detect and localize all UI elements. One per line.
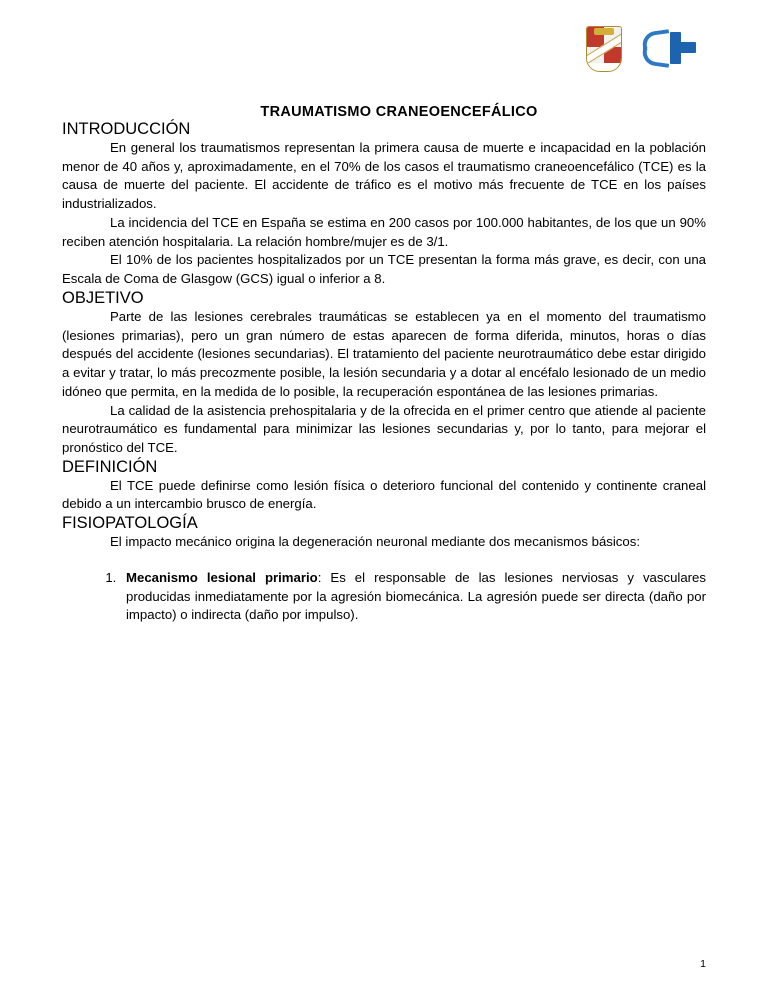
paragraph: Parte de las lesiones cerebrales traumáticas se establecen ya en el momento del traumatismo (lesiones primarias), pero un gran número de estas aparecen de forma diferida, minutos, horas o días después del accidente (lesiones secundarias). El tratamiento del paciente neurotraumático debe estar dirigido a evitar y tratar, lo más precozmente posible, la lesión secundaria y a dotar al encéfalo lesionado de un medio idóneo que permita, en la medida de lo posible, la recuperación espontánea de las lesiones primarias. xyxy=(62,308,706,399)
list-item xyxy=(120,569,706,625)
paragraph: En general los traumatismos representan la primera causa de muerte e incapacidad en la población menor de 40 años y, aproximadamente, en el 70% de los casos el traumatismo craneoencefálico (TCE) es la causa de muerte del paciente. El accidente de tráfico es el motivo más frecuente de TCE en los países industrializados. xyxy=(62,140,706,212)
paragraph: El TCE puede definirse como lesión física o deterioro funcional del contenido y continente craneal debido a un intercambio brusco de energía. xyxy=(62,477,706,512)
paragraph: La calidad de la asistencia prehospitalaria y de la ofrecida en el primer centro que atiende al paciente neurotraumático es fundamental para minimizar las lesiones secundarias y, por lo tanto, para mejorar el pronóstico del TCE. xyxy=(62,402,706,456)
paragraph: El impacto mecánico origina la degeneración neuronal mediante dos mecanismos básicos: xyxy=(110,534,640,550)
health-service-logo-icon xyxy=(640,26,696,70)
section-heading-fisiopatologia: FISIOPATOLOGÍA xyxy=(62,514,198,533)
coat-of-arms-icon xyxy=(586,26,622,72)
header-logos xyxy=(62,26,706,78)
list-item-lead: Mecanismo lesional primario xyxy=(126,569,318,585)
mechanism-list xyxy=(62,569,706,625)
list-item-text: : Es el responsable de las lesiones nerviosas y vasculares producidas inmediatamente por la agresión biomecánica. La agresión puede ser directa (daño por impacto) o indirecta (daño por impulso). xyxy=(126,569,706,623)
page-title: TRAUMATISMO CRANEOENCEFÁLICO xyxy=(260,104,538,120)
paragraph: La incidencia del TCE en España se estima en 200 casos por 100.000 habitantes, de los que un 90% reciben atención hospitalaria. La relación hombre/mujer es de 3/1. xyxy=(62,214,706,249)
section-heading-introduccion: INTRODUCCIÓN xyxy=(62,120,191,138)
section-heading-objetivo: OBJETIVO xyxy=(62,288,144,307)
page-number: 1 xyxy=(700,958,706,970)
section-heading-definicion: DEFINICIÓN xyxy=(62,457,158,476)
paragraph: El 10% de los pacientes hospitalizados por un TCE presentan la forma más grave, es decir, con una Escala de Coma de Glasgow (GCS) igual o inferior a 8. xyxy=(62,252,706,287)
